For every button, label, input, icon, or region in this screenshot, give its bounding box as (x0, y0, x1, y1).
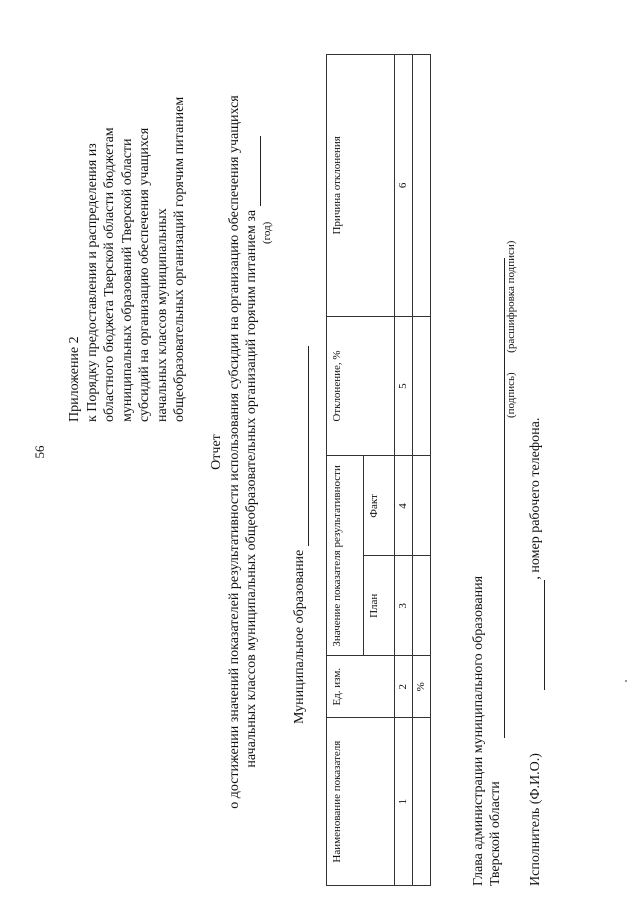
column-number-2: 2 (395, 656, 413, 718)
year-caption: (год) (261, 221, 273, 244)
annex-block (66, 22, 189, 422)
scan-speck (625, 680, 627, 682)
head-title-line-2 (487, 258, 505, 886)
annex-line: начальных классов муниципальных (154, 208, 170, 422)
annex-line: субсидий на организацию обеспечения учащихся (137, 127, 152, 422)
municipality-row (292, 346, 309, 724)
phone-label: , номер рабочего телефона. (528, 417, 543, 580)
data-cell-deviation (413, 316, 431, 456)
column-number-1: 1 (395, 718, 413, 886)
executor-blank-line (528, 580, 545, 690)
subtitle-line-1: о достижении значений показателей результативности использования субсидии на организацию обеспечения учащихся (227, 95, 242, 809)
year-blank-line (243, 136, 261, 206)
data-cell-plan (413, 556, 431, 656)
report-title: Отчет (209, 434, 224, 470)
report-subtitle (226, 12, 261, 892)
data-cell-unit: % (413, 656, 431, 718)
column-number-6: 6 (395, 55, 413, 317)
column-number-5: 5 (395, 316, 413, 456)
annex-line: общеобразовательных организаций горячим питанием (172, 96, 187, 422)
annex-line: муниципальных образований Тверской области (119, 138, 135, 422)
signature-blank-line (487, 258, 505, 738)
header-unit: Ед. изм. (327, 656, 395, 718)
annex-line: Приложение 2 (67, 336, 82, 422)
head-title-line-2-text: Тверской области (488, 781, 503, 886)
header-indicator-name: Наименование показателя (327, 718, 395, 886)
report-table (326, 54, 431, 886)
executor-label: Исполнитель (Ф.И.О.) (528, 753, 543, 886)
header-value-group: Значение показателя результативности (327, 456, 364, 656)
rotated-report-sheet (50, 12, 610, 892)
data-cell-fact (413, 456, 431, 556)
header-reason: Причина отклонения (327, 55, 395, 317)
data-cell-name (413, 718, 431, 886)
signature-captions (505, 241, 517, 418)
header-deviation: Отклонение, % (327, 316, 395, 456)
header-fact: Факт (364, 456, 395, 556)
municipality-blank-line (292, 346, 309, 546)
subtitle-line-2-text: начальных классов муниципальных общеобразовательных организаций горячим питанием за (244, 209, 259, 768)
municipality-label: Муниципальное образование (292, 549, 307, 724)
head-title-line-1: Глава администрации муниципального образования (471, 575, 486, 886)
page-number: 56 (32, 445, 47, 459)
subtitle-line-2 (243, 12, 261, 892)
decode-caption: (расшифровка подписи) (505, 240, 517, 353)
executor-row (528, 418, 545, 886)
column-number-4: 4 (395, 456, 413, 556)
head-signature-block (470, 258, 505, 886)
annex-line: областного бюджета Тверской области бюджетам (102, 127, 117, 422)
header-plan: План (364, 556, 395, 656)
sign-caption: (подпись) (505, 372, 517, 418)
data-cell-reason (413, 55, 431, 317)
annex-line: к Порядку предоставления и распределения из (84, 143, 100, 422)
column-number-3: 3 (395, 556, 413, 656)
